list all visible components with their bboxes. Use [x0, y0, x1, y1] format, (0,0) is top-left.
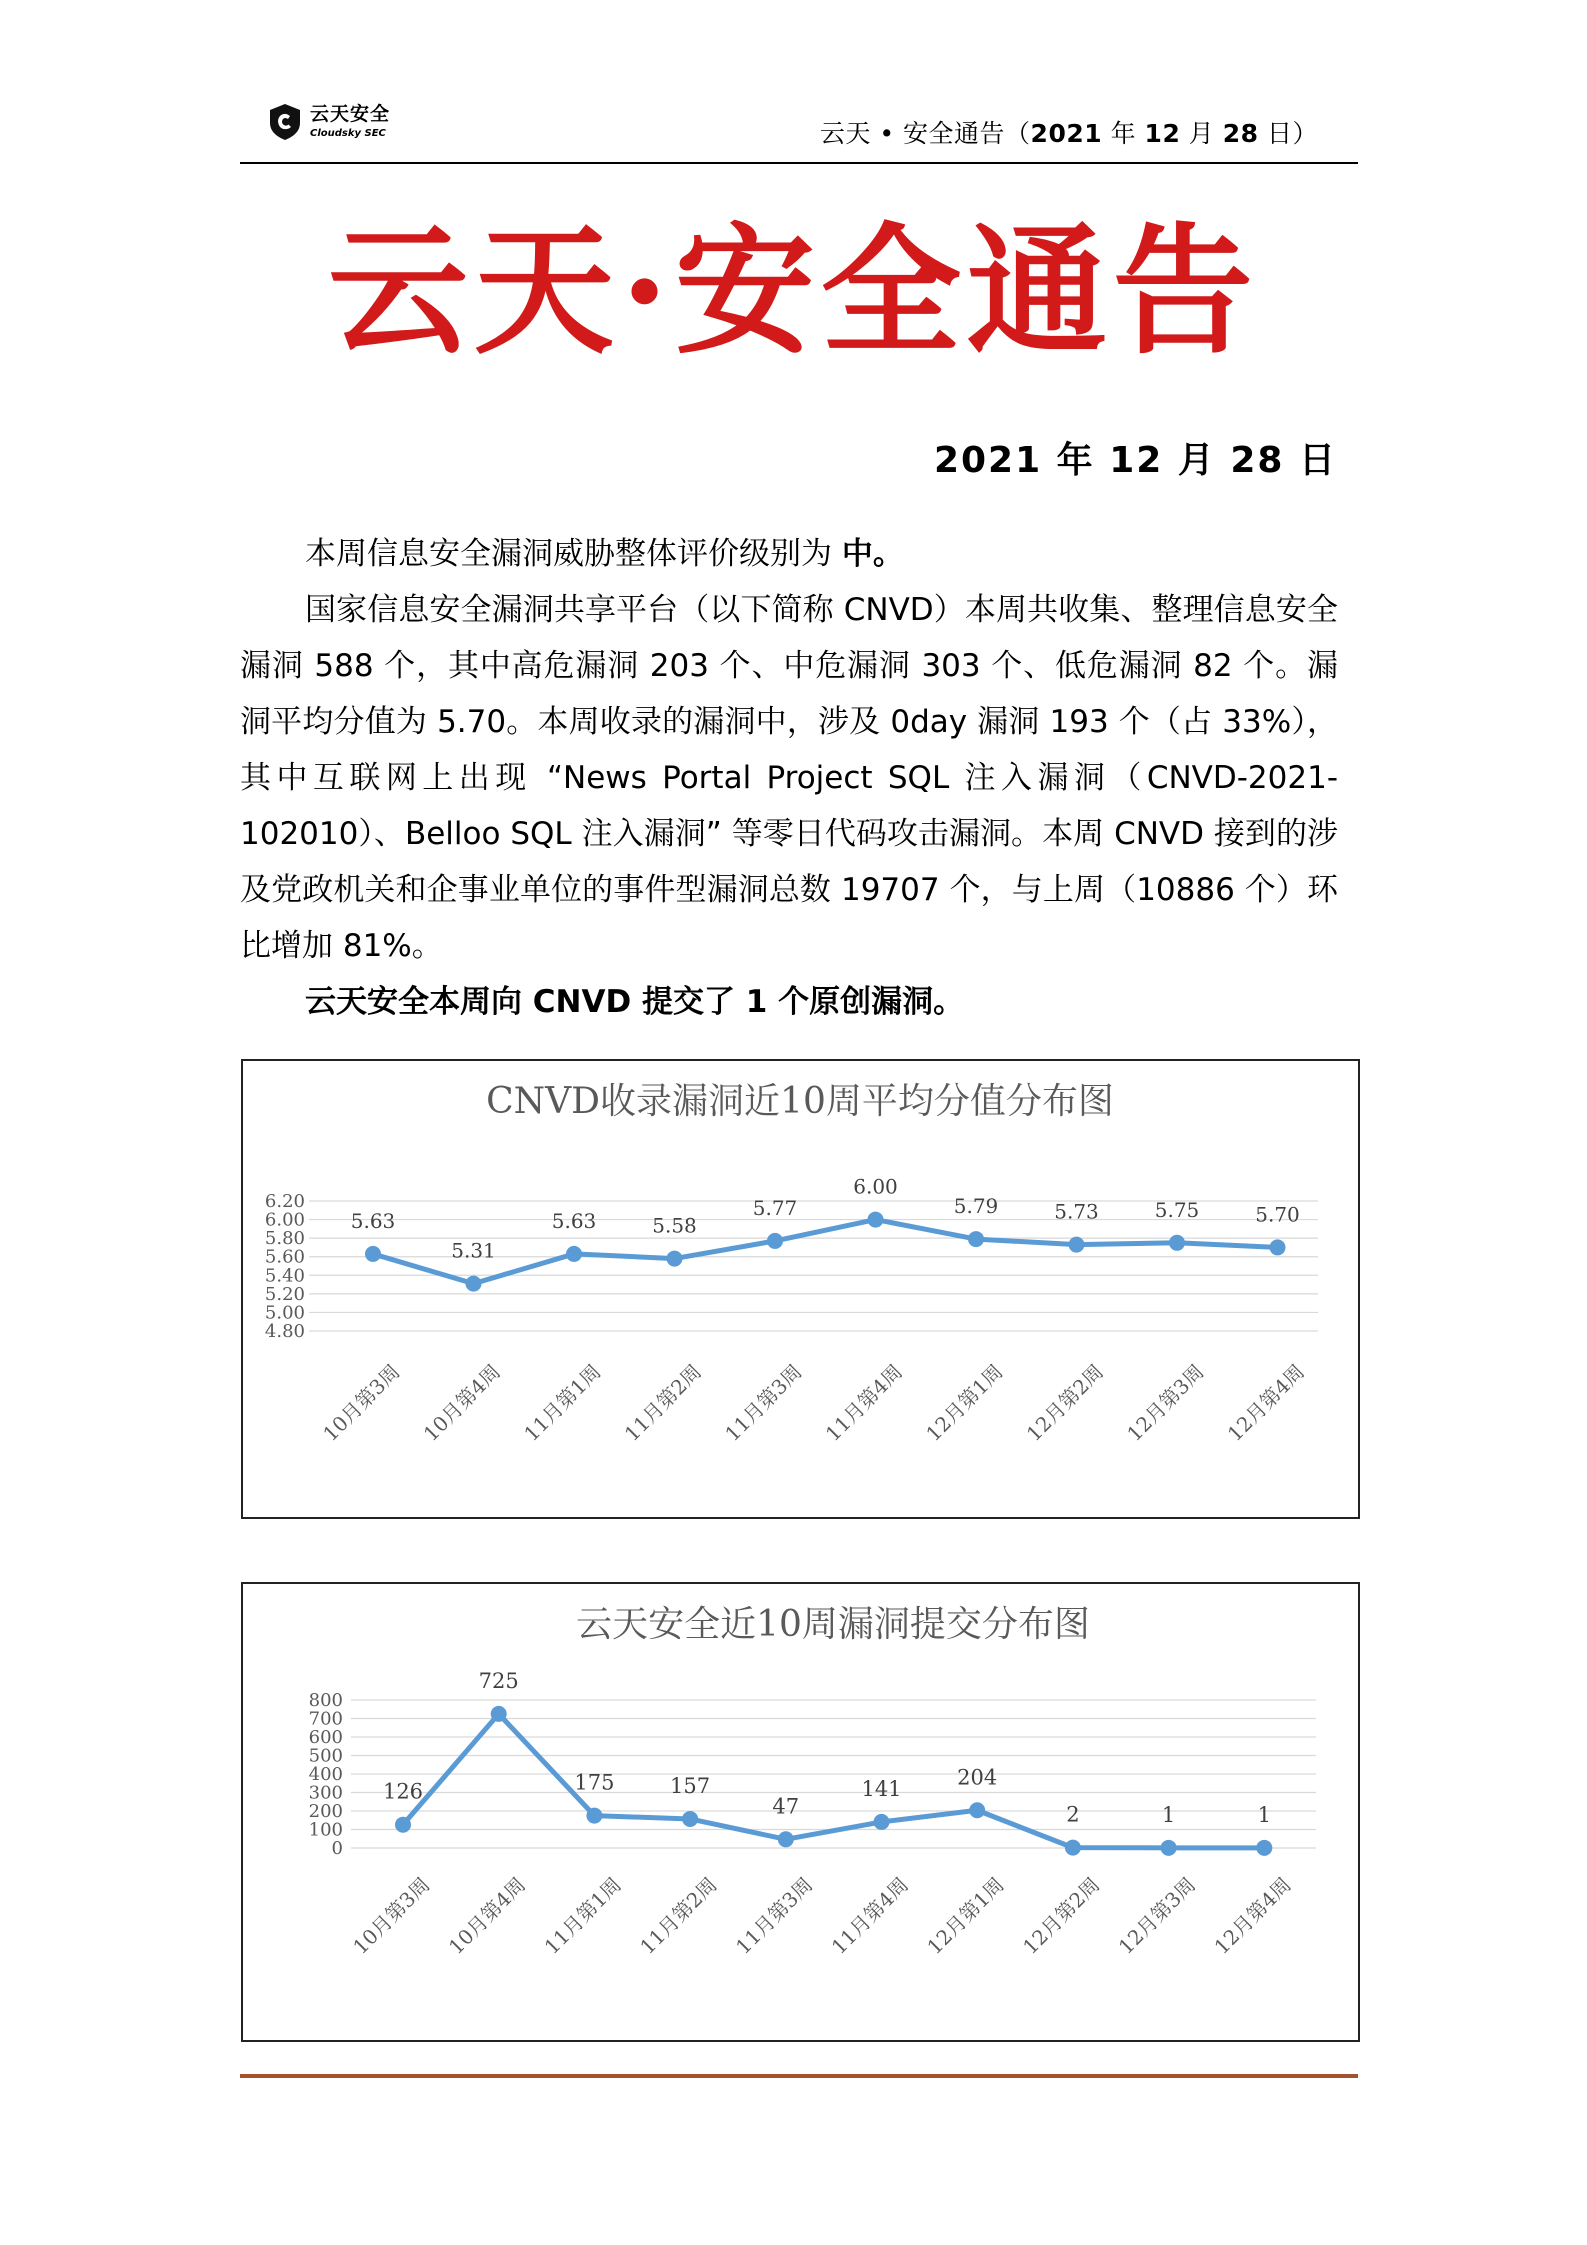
- y-tick-label: 5.60: [264, 1246, 305, 1268]
- data-label: 1: [1257, 1802, 1271, 1827]
- threat-level-text: 本周信息安全漏洞威胁整体评价级别为: [305, 536, 842, 572]
- y-tick-label: 500: [308, 1745, 343, 1767]
- y-tick-label: 100: [308, 1819, 343, 1841]
- data-point: [868, 1212, 884, 1228]
- issue-date: 2021 年 12 月 28 日: [933, 440, 1337, 481]
- x-category-label: 12月第2周: [1018, 1872, 1105, 1959]
- x-category-label: 10月第3周: [318, 1359, 405, 1446]
- data-point: [1161, 1840, 1177, 1856]
- chart-title: 云天安全近10周漏洞提交分布图: [576, 1604, 1090, 1645]
- data-point: [767, 1233, 783, 1249]
- data-label: 5.77: [752, 1195, 798, 1220]
- data-label: 5.63: [350, 1208, 396, 1233]
- data-point: [365, 1246, 381, 1262]
- data-point: [1069, 1237, 1085, 1253]
- x-category-label: 11月第2周: [635, 1872, 722, 1959]
- data-label: 204: [957, 1765, 998, 1790]
- y-tick-label: 6.00: [264, 1209, 305, 1231]
- x-category-label: 11月第3周: [720, 1359, 807, 1446]
- data-point: [778, 1831, 794, 1847]
- body-text: [240, 526, 1338, 1030]
- data-label: 126: [382, 1779, 424, 1804]
- data-point: [1169, 1235, 1185, 1251]
- data-label: 1: [1161, 1802, 1176, 1827]
- header-day: 28: [1222, 119, 1259, 148]
- data-point: [395, 1817, 411, 1833]
- data-point: [682, 1811, 698, 1827]
- y-tick-label: 5.40: [264, 1265, 305, 1287]
- y-tick-label: 800: [308, 1690, 343, 1711]
- threat-level-value: 中: [841, 536, 873, 572]
- x-category-label: 12月第2周: [1021, 1359, 1109, 1446]
- x-category-label: 12月第1周: [921, 1359, 1008, 1446]
- header-day-unit: 日）: [1258, 119, 1318, 148]
- data-label: 6.00: [853, 1174, 898, 1199]
- page-header: [240, 98, 1358, 164]
- y-tick-label: 200: [308, 1801, 343, 1822]
- x-category-label: 12月第3周: [1122, 1359, 1209, 1446]
- data-label: 175: [574, 1770, 615, 1795]
- x-category-label: 10月第4周: [443, 1872, 531, 1959]
- data-point: [491, 1706, 507, 1722]
- x-category-label: 12月第1周: [922, 1872, 1009, 1959]
- data-label: 5.63: [551, 1208, 597, 1233]
- y-tick-label: 400: [308, 1764, 343, 1785]
- y-tick-label: 5.80: [264, 1228, 305, 1250]
- data-point: [586, 1808, 602, 1824]
- logo-text-cn: 云天安全: [310, 103, 391, 125]
- data-point: [874, 1814, 890, 1830]
- submission-paragraph: 云天安全本周向 CNVD 提交了 1 个原创漏洞。: [305, 984, 965, 1020]
- y-tick-label: 4.80: [264, 1321, 305, 1342]
- data-point: [1256, 1840, 1272, 1856]
- x-category-label: 11月第3周: [730, 1872, 818, 1959]
- data-label: 47: [772, 1794, 800, 1819]
- header-month-unit: 月: [1180, 119, 1223, 148]
- threat-level-paragraph: [240, 526, 1338, 582]
- x-category-label: 12月第4周: [1209, 1872, 1296, 1959]
- cnvd-summary-paragraph: 国家信息安全漏洞共享平台（以下简称 CNVD）本周共收集、整理信息安全漏洞 588 个，其中高危漏洞 203 个、中危漏洞 303 个、低危漏洞 82 个。漏洞平均分值为 5.70。本周收录的漏洞中，涉及 0day 漏洞 193 个（占 33%），其中互联网上出现 “News Portal Project SQL 注入漏洞（CNVD-2021-102010）、Belloo SQL 注入漏洞” 等零日代码攻击漏洞。本周 CNVD 接到的涉及党政机关和企事业单位的事件型漏洞总数 19707 个，与上周（10886 个）环比增加 81%。: [240, 592, 1338, 964]
- x-category-label: 11月第1周: [519, 1359, 606, 1446]
- x-category-label: 10月第3周: [348, 1872, 435, 1959]
- data-point: [969, 1802, 985, 1818]
- data-point: [1270, 1239, 1286, 1255]
- x-category-label: 11月第1周: [539, 1872, 626, 1959]
- y-tick-label: 5.00: [264, 1302, 305, 1324]
- data-point: [1065, 1840, 1081, 1856]
- footer-divider: [240, 2074, 1358, 2078]
- avg-score-chart: [241, 1059, 1360, 1519]
- x-category-label: 10月第4周: [418, 1359, 506, 1446]
- data-label: 5.70: [1255, 1202, 1300, 1227]
- x-category-label: 11月第4周: [820, 1359, 908, 1446]
- x-category-label: 11月第2周: [619, 1359, 707, 1446]
- data-label: 5.31: [451, 1238, 496, 1263]
- data-label: 157: [670, 1773, 711, 1798]
- series-line: [373, 1220, 1278, 1284]
- threat-level-end: 。: [872, 536, 904, 572]
- data-point: [968, 1231, 984, 1247]
- y-tick-label: 6.20: [264, 1191, 305, 1212]
- data-point: [466, 1276, 482, 1292]
- avg-score-chart-svg: [243, 1061, 1358, 1517]
- header-month: 12: [1144, 119, 1181, 148]
- data-label: 2: [1066, 1802, 1080, 1827]
- logo-text-en: Cloudsky SEC: [310, 128, 386, 139]
- data-label: 141: [861, 1776, 902, 1801]
- y-tick-label: 600: [308, 1727, 343, 1748]
- y-tick-label: 700: [308, 1708, 343, 1730]
- chart-title: CNVD收录漏洞近10周平均分值分布图: [486, 1081, 1114, 1122]
- data-point: [667, 1251, 683, 1267]
- y-tick-label: 0: [331, 1838, 343, 1859]
- header-year-unit: 年: [1102, 119, 1145, 148]
- x-category-label: 11月第4周: [826, 1872, 914, 1959]
- x-category-label: 12月第3周: [1113, 1872, 1201, 1959]
- y-tick-label: 300: [308, 1782, 343, 1804]
- submission-chart: [241, 1582, 1360, 2042]
- document-title: 云天·安全通告: [328, 210, 1259, 374]
- data-label: 5.73: [1054, 1199, 1099, 1224]
- shield-logo-icon: [268, 103, 302, 141]
- data-label: 725: [478, 1668, 519, 1693]
- header-bulletin-date: [820, 114, 1318, 150]
- data-label: 5.75: [1154, 1197, 1200, 1222]
- header-year: 2021: [1030, 119, 1103, 148]
- data-label: 5.58: [652, 1213, 697, 1238]
- data-point: [566, 1246, 582, 1262]
- data-label: 5.79: [953, 1194, 999, 1219]
- submission-chart-svg: [243, 1584, 1358, 2040]
- logo: [268, 100, 390, 144]
- x-category-label: 12月第4周: [1222, 1359, 1310, 1446]
- header-prefix: 云天 • 安全通告（: [819, 119, 1031, 148]
- series-line: [403, 1714, 1264, 1848]
- y-tick-label: 5.20: [264, 1283, 305, 1305]
